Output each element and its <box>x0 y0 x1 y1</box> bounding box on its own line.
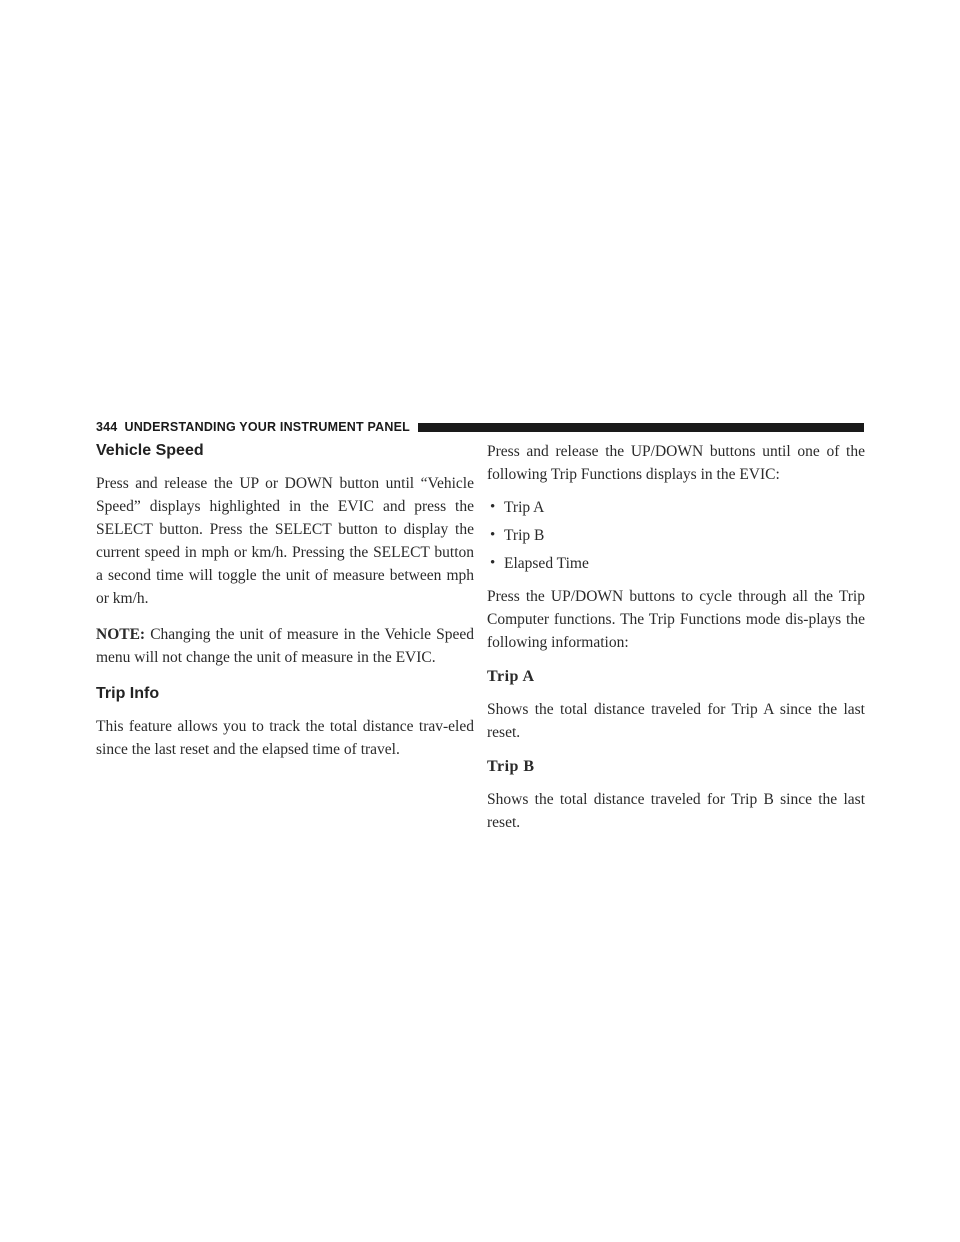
right-column <box>487 440 865 834</box>
note-label: NOTE: <box>96 626 146 643</box>
trip-info-heading: Trip Info <box>96 685 160 702</box>
page-number: 344 <box>96 420 118 434</box>
chapter-title: UNDERSTANDING YOUR INSTRUMENT PANEL <box>124 420 410 434</box>
list-item: • Trip A <box>490 499 545 516</box>
list-item: • Trip B <box>490 527 545 544</box>
left-column <box>96 440 474 761</box>
page-header <box>96 419 864 435</box>
note-text: Changing the unit of measure in the Vehicle Speed menu will not change the unit of measure in the EVIC. <box>96 626 474 666</box>
vehicle-speed-body: Press and release the UP or DOWN button until “Vehicle Speed” displays highlighted in the EVIC and press the SELECT button. Press the SELECT button to display the current speed in mph or km/h. Pressing the SELECT button a second time will toggle the unit of measure between mph or km/h. <box>96 475 474 607</box>
trip-b-heading: Trip B <box>487 758 535 775</box>
vehicle-speed-heading: Vehicle Speed <box>96 442 204 459</box>
trip-a-heading: Trip A <box>487 668 535 685</box>
trip-functions-list <box>487 496 865 575</box>
list-item: • Elapsed Time <box>490 555 589 572</box>
trip-functions-intro: Press and release the UP/DOWN buttons until one of the following Trip Functions displays in the EVIC: <box>487 443 865 483</box>
trip-cycle-text: Press the UP/DOWN buttons to cycle through all the Trip Computer functions. The Trip Functions mode dis-plays the following information: <box>487 588 865 651</box>
trip-info-body: This feature allows you to track the total distance trav-eled since the last reset and the elapsed time of travel. <box>96 718 474 758</box>
trip-b-body: Shows the total distance traveled for Trip B since the last reset. <box>487 791 865 831</box>
trip-a-body: Shows the total distance traveled for Trip A since the last reset. <box>487 701 865 741</box>
header-rule <box>418 423 864 432</box>
note-paragraph <box>96 623 474 669</box>
